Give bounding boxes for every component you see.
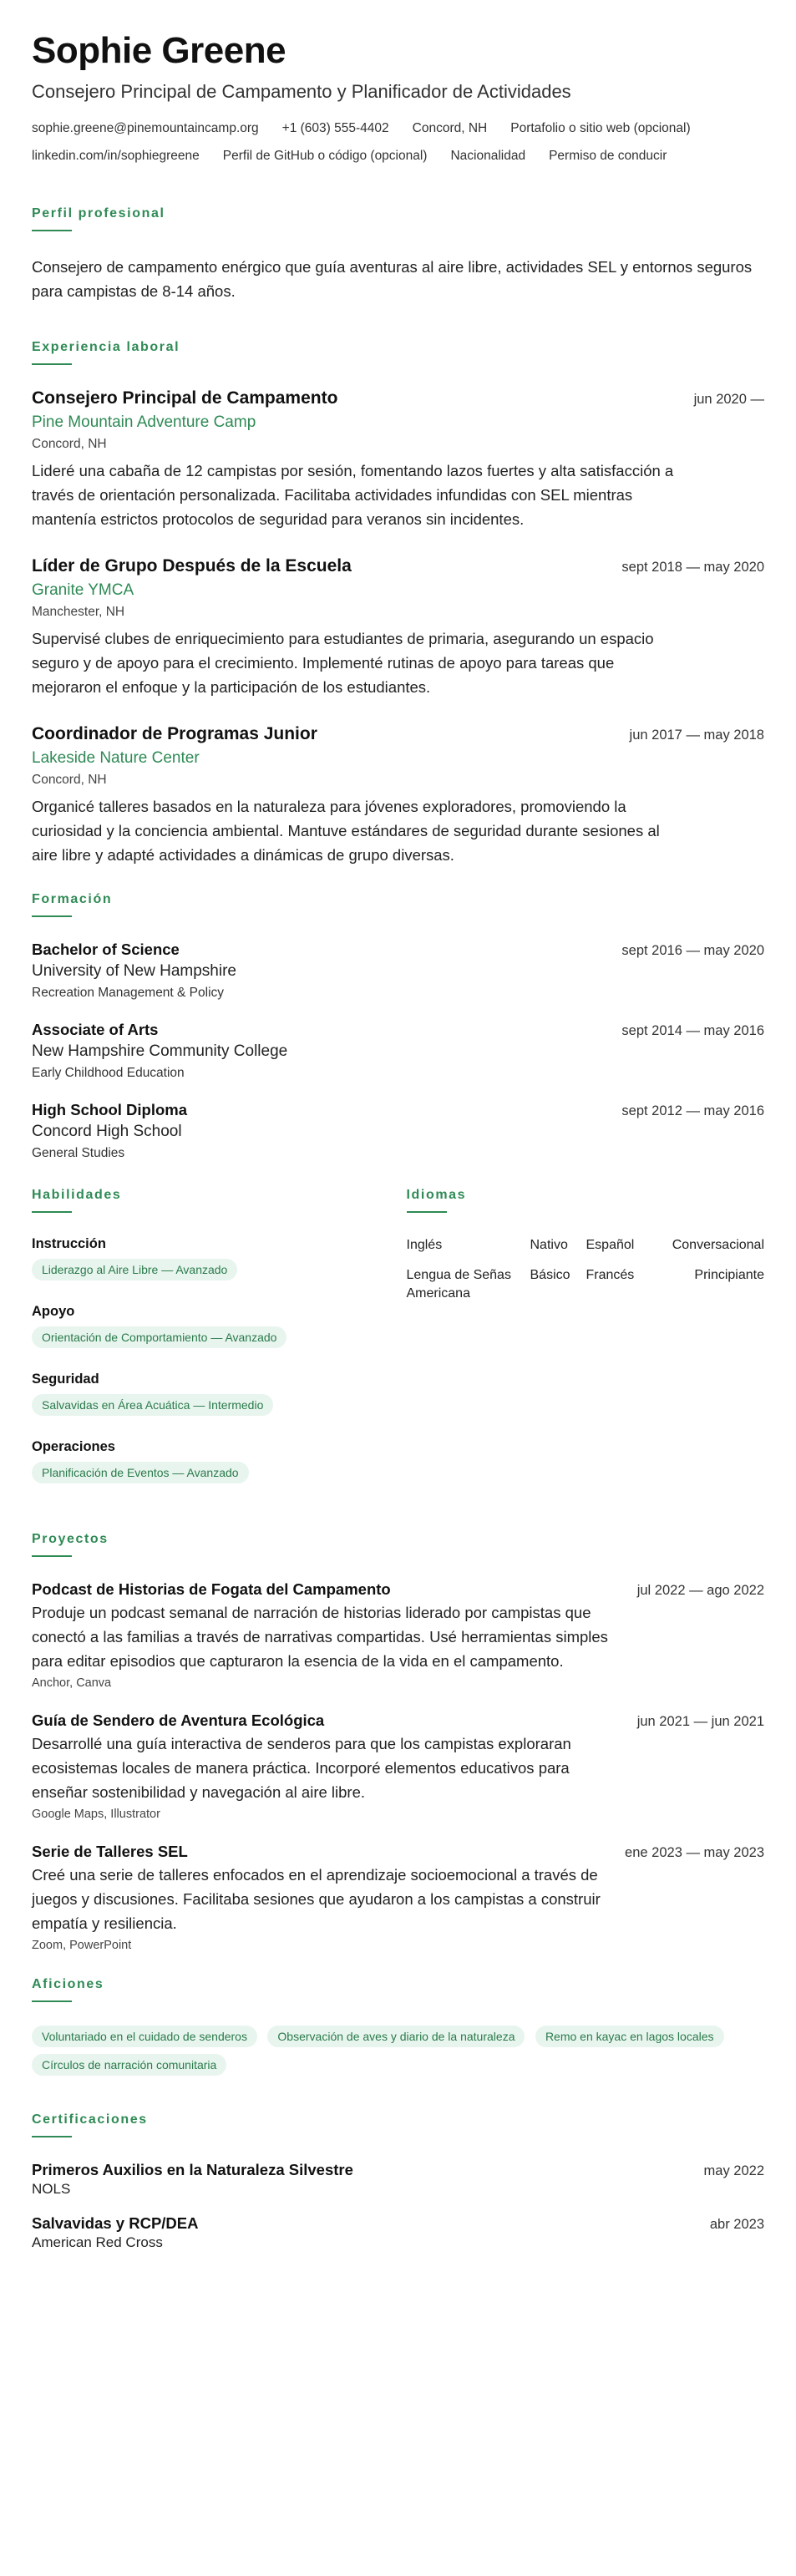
education-entry [32,1021,764,1081]
project-name: Podcast de Historias de Fogata del Campamento [32,1580,391,1598]
project-date: ene 2023 — may 2023 [625,1844,764,1860]
contact-license: Permiso de conducir [549,148,667,163]
section-title: Certificaciones [32,2112,148,2127]
education-entry [32,941,764,1001]
language-row [407,1236,765,1255]
section-divider [32,1211,72,1213]
section-title: Experiencia laboral [32,339,180,354]
skill-category: Apoyo [32,1303,75,1319]
section-divider [32,915,72,917]
job-date: jun 2020 — [693,391,764,407]
contact-github[interactable]: Perfil de GitHub o código (opcional) [222,148,428,163]
education-section [32,892,764,1161]
job-title: Coordinador de Programas Junior [32,723,317,743]
degree-title: High School Diploma [32,1100,188,1118]
hobby-chip: Observación de aves y diario de la naturaleza [267,2026,525,2047]
candidate-headline: Consejero Principal de Campamento y Planificador de Actividades [32,80,571,102]
certification-date: may 2022 [703,2163,764,2178]
language-name: Inglés [406,1237,443,1252]
skill-group [32,1372,390,1422]
certification-issuer: American Red Cross [32,2234,163,2250]
language-level: Nativo [530,1237,568,1252]
certification-entry [32,2214,764,2251]
job-location: Manchester, NH [32,604,125,619]
section-title: Habilidades [32,1187,122,1202]
school-name: New Hampshire Community College [32,1042,288,1060]
languages-section [407,1188,765,1507]
contact-list [32,114,764,170]
contact-location: Concord, NH [412,120,488,135]
project-date: jul 2022 — ago 2022 [636,1582,764,1598]
skills-languages-row [32,1188,764,1507]
certification-name: Salvavidas y RCP/DEA [32,2213,199,2232]
school-name: University of New Hampshire [32,961,236,980]
contact-linkedin[interactable]: linkedin.com/in/sophiegreene [32,148,200,163]
contact-phone[interactable]: +1 (603) 555-4402 [281,120,389,135]
section-divider [32,230,72,231]
job-date: jun 2017 — may 2018 [629,727,764,743]
skill-chip: Planificación de Eventos — Avanzado [32,1462,249,1483]
certifications-section [32,2112,764,2251]
job-description: Organicé talleres basados en la naturaleza para jóvenes exploradores, promoviendo la curiosidad y la conciencia ambiental. Mantuve estándares de seguridad durante sesiones al aire libre y adapté actividades a dinámicas de grupo diversas. [32,797,660,864]
education-date: sept 2012 — may 2016 [621,1103,764,1118]
section-title: Perfil profesional [32,205,165,221]
degree-title: Bachelor of Science [32,940,180,958]
contact-nationality: Nacionalidad [450,148,526,163]
certification-entry [32,2161,764,2198]
skill-category: Seguridad [32,1371,99,1387]
contact-website[interactable]: Portafolio o sitio web (opcional) [510,120,691,135]
section-divider [32,2000,72,2002]
section-divider [32,1555,72,1557]
education-date: sept 2016 — may 2020 [621,942,764,958]
project-tools: Anchor, Canva [32,1676,112,1690]
skill-category: Instrucción [32,1235,106,1251]
certification-name: Primeros Auxilios en la Naturaleza Silvestre [32,2160,353,2178]
section-divider [32,363,72,365]
job-location: Concord, NH [32,772,107,787]
education-date: sept 2014 — may 2016 [621,1022,764,1038]
project-tools: Google Maps, Illustrator [32,1807,160,1821]
experience-section [32,340,764,867]
job-organization: Lakeside Nature Center [32,748,200,767]
skills-section [32,1188,390,1507]
project-name: Serie de Talleres SEL [32,1842,188,1860]
skill-category: Operaciones [32,1438,115,1454]
field-of-study: Early Childhood Education [32,1065,185,1080]
summary-section [32,206,764,303]
language-level: Principiante [694,1267,764,1282]
skill-chip: Liderazgo al Aire Libre — Avanzado [32,1259,237,1280]
skill-group [32,1304,390,1355]
job-organization: Pine Mountain Adventure Camp [32,413,256,431]
school-name: Concord High School [32,1122,182,1140]
language-name: Español [586,1237,635,1252]
language-name: Francés [586,1267,635,1282]
section-title: Idiomas [406,1187,467,1202]
project-entry [32,1580,764,1690]
language-name: Lengua de Señas Americana [406,1267,511,1301]
project-entry [32,1711,764,1821]
experience-entry [32,556,764,699]
skill-chip: Orientación de Comportamiento — Avanzado [32,1326,286,1348]
resume-header [32,30,764,170]
skill-chip: Salvavidas en Área Acuática — Intermedio [32,1394,273,1416]
summary-text: Consejero de campamento enérgico que guía aventuras al aire libre, actividades SEL y entornos seguros para campistas de 8-14 años. [32,257,753,300]
section-divider [32,2136,72,2137]
project-date: jun 2021 — jun 2021 [636,1713,764,1729]
hobby-list [32,2026,764,2082]
candidate-name: Sophie Greene [32,30,286,71]
project-description: Produje un podcast semanal de narración de historias liderado por campistas que conectó a las familias a través de narrativas compartidas. Usé herramientas simples para editar episodios que capturaron la esencia de la vida en el campamento. [32,1603,608,1670]
hobby-chip: Remo en kayac en lagos locales [535,2026,724,2047]
project-tools: Zoom, PowerPoint [32,1938,132,1952]
skill-group [32,1236,390,1287]
project-description: Creé una serie de talleres enfocados en el aprendizaje socioemocional a través de juegos y discusiones. Facilitaba sesiones que ayudaron a los campistas a construir empatía y resiliencia. [32,1865,601,1932]
experience-entry [32,388,764,531]
job-date: sept 2018 — may 2020 [621,559,764,575]
projects-section [32,1532,764,1952]
language-level: Conversacional [672,1237,764,1252]
job-title: Consejero Principal de Campamento [32,388,338,408]
skill-group [32,1439,390,1490]
project-description: Desarrollé una guía interactiva de senderos para que los campistas exploraran ecosistemas locales de manera práctica. Incorporé elementos educativos para enseñar sostenibilidad y navegación al aire libre. [32,1734,571,1801]
job-organization: Granite YMCA [32,581,134,599]
job-description: Supervisé clubes de enriquecimiento para estudiantes de primaria, asegurando un espacio seguro y de apoyo para el crecimiento. Implementé rutinas de apoyo para tareas que mejoraron el enfoque y la participación de los estudiantes. [32,629,654,696]
job-location: Concord, NH [32,436,107,451]
job-description: Lideré una cabaña de 12 campistas por sesión, fomentando lazos fuertes y alta satisfacción a través de orientación personalizada. Facilitaba actividades infundidas con SEL mientras mantenía estrictos protocolos de seguridad para veranos sin incidentes. [32,461,674,528]
education-entry [32,1101,764,1161]
field-of-study: Recreation Management & Policy [32,985,225,1000]
language-row [407,1266,765,1303]
language-level: Básico [530,1267,570,1282]
section-title: Aficiones [32,1976,104,1991]
section-divider [407,1211,447,1213]
hobbies-section [32,1977,764,2082]
certification-issuer: NOLS [32,2180,71,2197]
experience-entry [32,724,764,867]
contact-email[interactable]: sophie.greene@pinemountaincamp.org [32,120,259,135]
certification-date: abr 2023 [709,2216,764,2232]
section-title: Proyectos [32,1531,109,1546]
section-title: Formación [32,891,113,906]
project-name: Guía de Sendero de Aventura Ecológica [32,1711,325,1729]
field-of-study: General Studies [32,1145,125,1160]
hobby-chip: Voluntariado en el cuidado de senderos [32,2026,257,2047]
degree-title: Associate of Arts [32,1020,159,1038]
job-title: Líder de Grupo Después de la Escuela [32,555,352,576]
project-entry [32,1843,764,1952]
hobby-chip: Círculos de narración comunitaria [32,2054,226,2076]
